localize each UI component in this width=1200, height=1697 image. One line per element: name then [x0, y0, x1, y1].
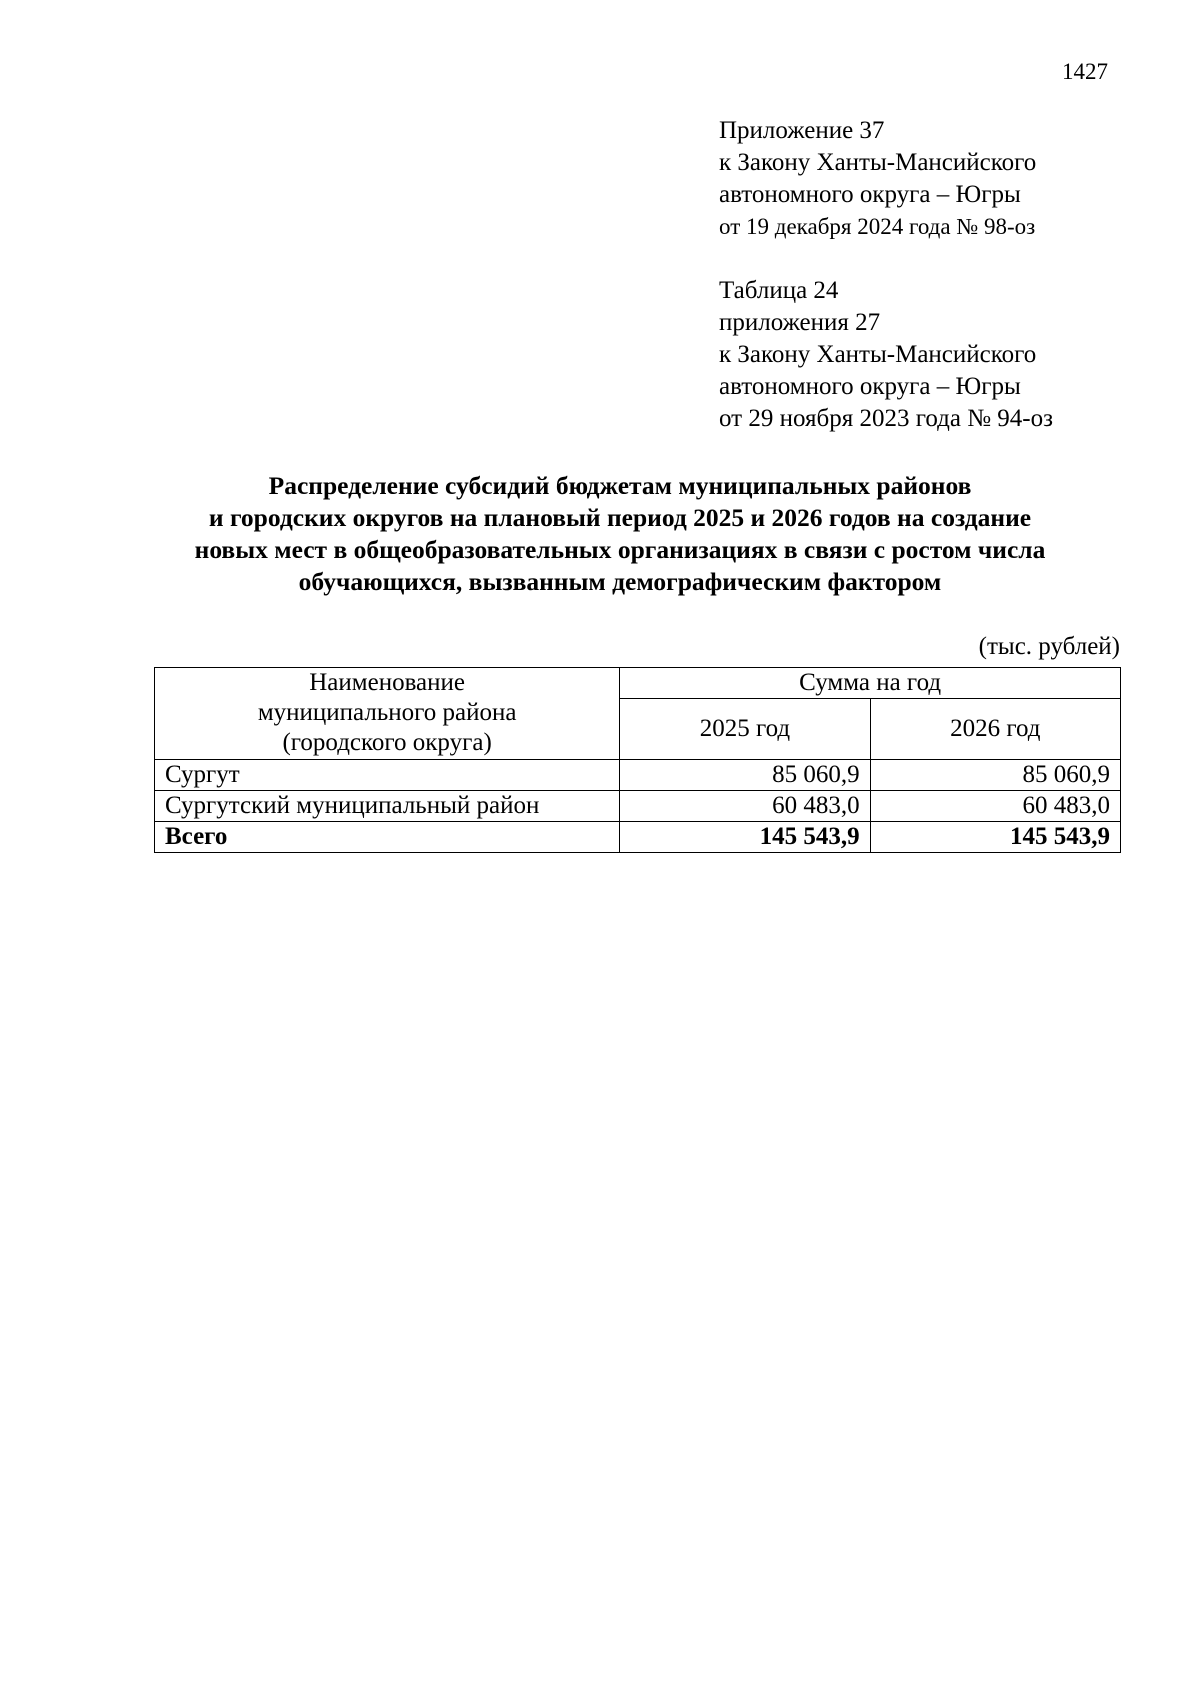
total-value-2026-cell: 145 543,9 — [870, 822, 1120, 853]
table-reference-line: автономного округа – Югры — [719, 373, 1021, 400]
column-header-name — [155, 668, 620, 760]
total-value-2025-cell: 145 543,9 — [620, 822, 870, 853]
title-line: и городских округов на плановый период 2025 и 2026 годов на создание — [208, 503, 1032, 532]
column-header-year-2025: 2025 год — [620, 699, 870, 760]
title-line: обучающихся, вызванным демографическим фактором — [298, 567, 942, 596]
table-row — [155, 791, 1121, 822]
subsidy-table — [154, 667, 1121, 853]
appendix-line: к Закону Ханты-Мансийского — [719, 149, 1037, 176]
document-title — [120, 470, 1120, 598]
row-value-2025-cell: 85 060,9 — [620, 760, 870, 791]
row-name-cell: Сургут — [155, 760, 620, 791]
total-label-cell: Всего — [155, 822, 620, 853]
page-number: 1427 — [1062, 59, 1108, 84]
table-row — [155, 760, 1121, 791]
column-header-name-line: Наименование — [309, 669, 465, 696]
table-reference-line: к Закону Ханты-Мансийского — [719, 341, 1037, 368]
column-header-sum: Сумма на год — [620, 668, 1121, 699]
appendix-line: Приложение 37 — [719, 117, 885, 144]
table-reference-line: от 29 ноября 2023 года № 94-оз — [719, 405, 1053, 432]
column-header-name-line: муниципального района — [257, 699, 517, 726]
row-value-2026-cell: 60 483,0 — [870, 791, 1120, 822]
appendix-line: автономного округа – Югры — [719, 181, 1021, 208]
row-name-cell: Сургутский муниципальный район — [155, 791, 620, 822]
column-header-year-2026: 2026 год — [870, 699, 1120, 760]
title-line: Распределение субсидий бюджетам муниципальных районов — [268, 471, 972, 500]
table-total-row — [155, 822, 1121, 853]
row-value-2025-cell: 60 483,0 — [620, 791, 870, 822]
table-header-row — [155, 668, 1121, 699]
appendix-header — [719, 115, 1036, 243]
title-line: новых мест в общеобразовательных организациях в связи с ростом числа — [194, 535, 1046, 564]
table-reference-line: приложения 27 — [719, 309, 881, 336]
units-label: (тыс. рублей) — [978, 633, 1120, 660]
column-header-name-line: (городского округа) — [282, 729, 492, 756]
table-reference-header — [719, 275, 1053, 435]
row-value-2026-cell: 85 060,9 — [870, 760, 1120, 791]
table-reference-line: Таблица 24 — [719, 277, 839, 304]
appendix-line: от 19 декабря 2024 года № 98-оз — [719, 214, 1036, 239]
